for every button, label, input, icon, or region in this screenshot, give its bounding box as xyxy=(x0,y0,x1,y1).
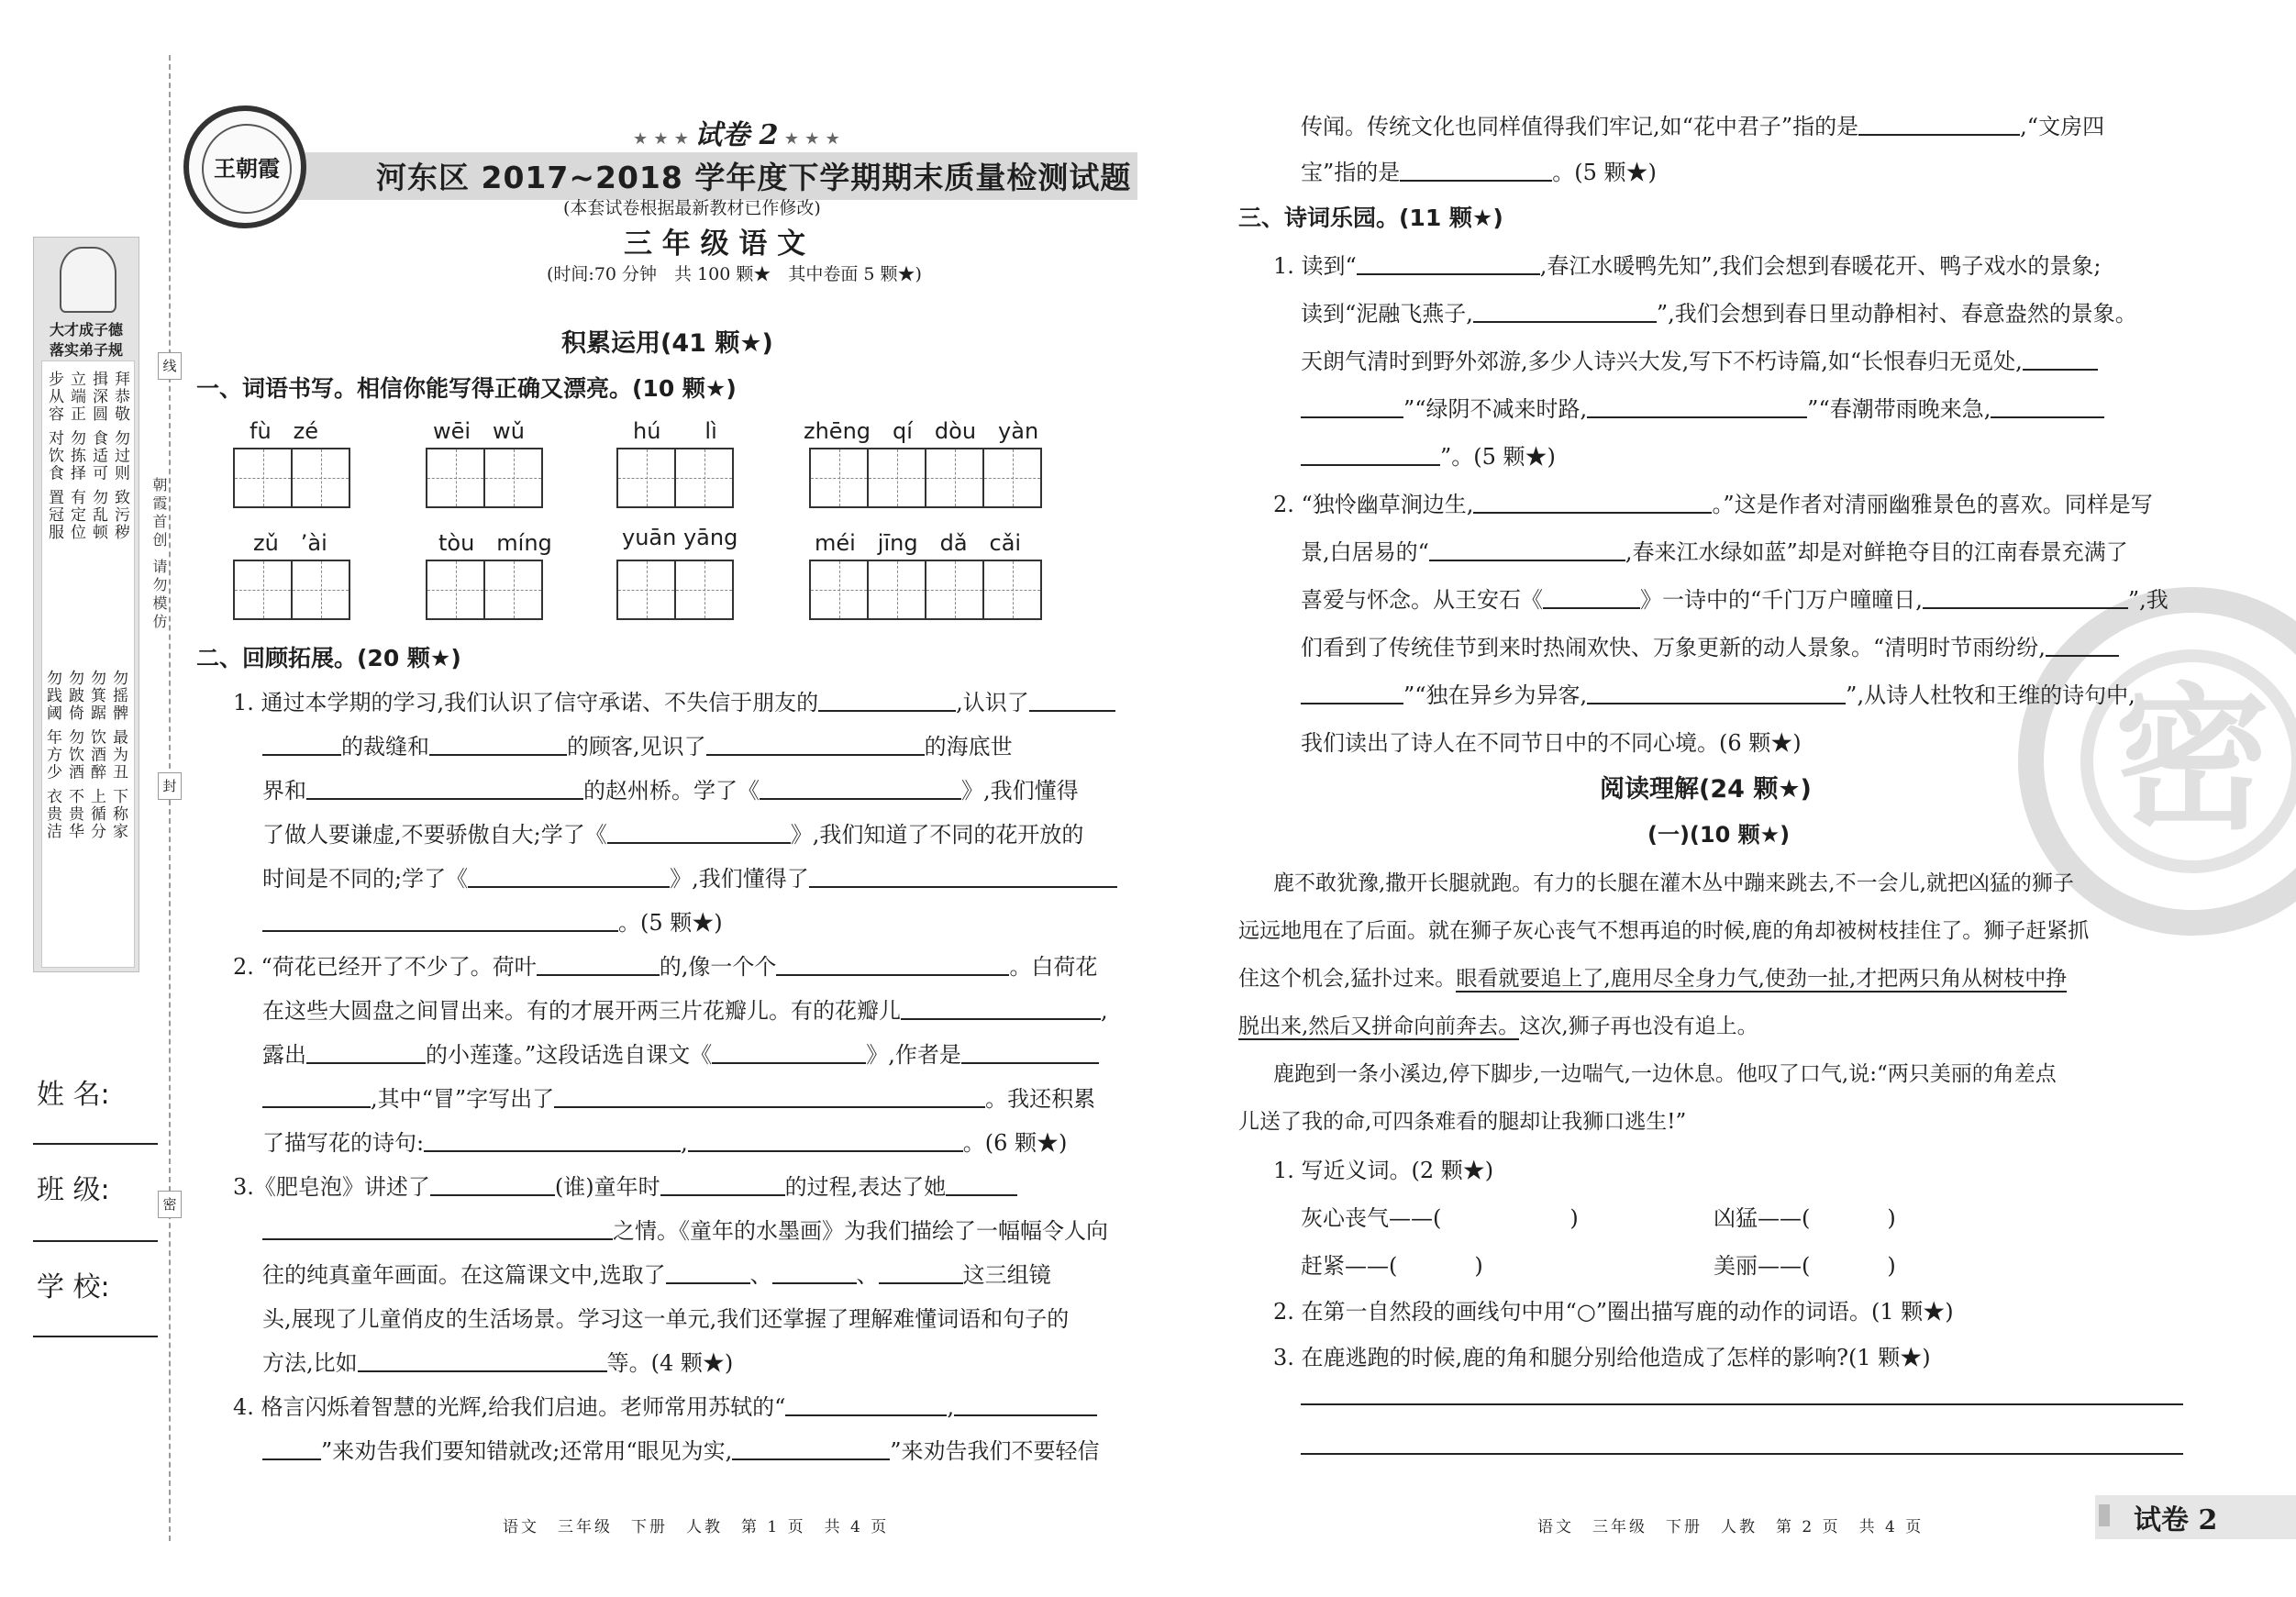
time-info: (时间:70 分钟 共 100 颗★ 其中卷面 5 颗★) xyxy=(547,264,922,284)
q4-line-1: 4. 格言闪烁着智慧的光辉,给我们启迪。老师常用苏轼的“ , xyxy=(233,1389,1097,1421)
pinyin-5: zǔ ’ài xyxy=(253,530,327,556)
blank[interactable] xyxy=(1587,396,1807,418)
blank[interactable] xyxy=(818,690,956,712)
blank[interactable] xyxy=(2046,635,2119,657)
rule-column: 勿摇髀 最为丑 下称家 xyxy=(109,670,128,840)
section-1-title: 一、词语书写。相信你能写得正确又漂亮。(10 颗★) xyxy=(196,375,737,402)
blank[interactable] xyxy=(430,1174,555,1196)
blank[interactable] xyxy=(1991,396,2104,418)
rule-column: 勿跛倚 勿饮酒 不贵华 xyxy=(65,670,83,840)
publisher-logo xyxy=(183,105,306,228)
star-decor-icon: ★ ★ ★ xyxy=(633,129,695,149)
writing-grid-1[interactable] xyxy=(233,448,350,508)
reading-q1: 1. 写近义词。(2 颗★) xyxy=(1273,1158,1494,1183)
rule-column: 立端正 勿拣择 有定位 xyxy=(67,371,85,541)
rules-box-lower xyxy=(40,670,130,963)
q2-line-3: 露出 的小莲蓬。”这段话选自课文《 》,作者是 xyxy=(262,1037,1099,1069)
reading-q2: 2. 在第一自然段的画线句中用“○”圈出描写鹿的动作的词语。(1 颗★) xyxy=(1273,1299,1954,1325)
blank[interactable] xyxy=(946,1174,1017,1196)
blank[interactable] xyxy=(554,1086,985,1108)
reading-q3: 3. 在鹿逃跑的时候,鹿的角和腿分别给他造成了怎样的影响?(1 颗★) xyxy=(1273,1345,1931,1370)
school-label: 学 校: xyxy=(37,1271,110,1303)
cont-line-1: 传闻。传统文化也同样值得我们牢记,如“花中君子”指的是 ,“文房四 xyxy=(1301,114,2105,139)
pinyin-1: fù zé xyxy=(250,418,319,444)
revision-note: (本套试卷根据最新教材已作修改) xyxy=(563,198,821,218)
blank[interactable] xyxy=(1543,587,1640,609)
blank[interactable] xyxy=(262,1218,613,1240)
p1-line-1: 1. 读到“ ,春江水暖鸭先知”,我们会想到春暖花开、鸭子戏水的景象; xyxy=(1273,253,2102,279)
p2-line-4: 们看到了传统佳节到来时热闹欢快、万象更新的动人景象。“清明时节雨纷纷, xyxy=(1301,629,2119,661)
blank[interactable] xyxy=(660,1174,785,1196)
blank[interactable] xyxy=(429,734,567,756)
blank[interactable] xyxy=(809,866,1117,888)
q3-line-2: 之情。《童年的水墨画》为我们描绘了一幅幅令人向 xyxy=(262,1213,1108,1245)
passage-line-6: 儿送了我的命,可四条难看的腿却让我狮口逃生!” xyxy=(1238,1110,1687,1134)
writing-grid-5[interactable] xyxy=(233,560,350,620)
rule-column: 揖深圆 食适可 勿乱顿 xyxy=(89,371,107,541)
blank[interactable] xyxy=(688,1130,963,1152)
page-1-footer: 语文 三年级 下册 人教 第 1 页 共 4 页 xyxy=(503,1518,890,1536)
blank[interactable] xyxy=(2023,349,2098,371)
synonym-4[interactable]: 美丽——( ) xyxy=(1714,1253,1896,1279)
pinyin-3: hú lì xyxy=(633,418,717,444)
answer-line-1[interactable] xyxy=(1301,1403,2183,1405)
blank[interactable] xyxy=(760,778,961,800)
synonym-2[interactable]: 凶猛——( ) xyxy=(1714,1205,1896,1231)
pinyin-7: yuān yāng xyxy=(622,525,738,550)
blank[interactable] xyxy=(1400,160,1552,182)
cont-line-2: 宝”指的是 。(5 颗★) xyxy=(1301,160,1657,185)
blank[interactable] xyxy=(262,1438,321,1460)
blank[interactable] xyxy=(1429,539,1625,561)
blank[interactable] xyxy=(1473,492,1712,514)
q2-line-5: 了描写花的诗句: , 。(6 颗★) xyxy=(262,1130,1068,1156)
blank[interactable] xyxy=(712,1042,866,1064)
blank[interactable] xyxy=(1923,587,2128,609)
blank[interactable] xyxy=(358,1350,607,1372)
rule-column: 步从容 对饮食 置冠服 xyxy=(45,371,63,541)
seal-watermark-icon: 密 xyxy=(2018,587,2296,936)
passage-line-4: 脱出来,然后又拼命向前奔去。这次,狮子再也没有追上。 xyxy=(1238,1015,1758,1038)
p1-line-2: 读到“泥融飞燕子, ”,我们会想到春日里动静相衬、春意盎然的景象。 xyxy=(1301,301,2137,327)
blank[interactable] xyxy=(954,1394,1097,1416)
blank[interactable] xyxy=(1301,396,1403,418)
rule-column: 勿箕踞 饮酒醉 上循分 xyxy=(87,670,105,840)
blank[interactable] xyxy=(1029,690,1115,712)
blank[interactable] xyxy=(879,1262,963,1284)
passage-line-5: 鹿跑到一条小溪边,停下脚步,一边喘气,一边休息。他叹了口气,说:“两只美丽的角差点 xyxy=(1273,1062,2057,1086)
rule-column: 拜恭敬 勿过则 致污秽 xyxy=(111,371,129,541)
corner-decor-icon xyxy=(2099,1504,2121,1526)
q3-line-3: 往的纯真童年画面。在这篇课文中,选取了 、 、 这三组镜 xyxy=(262,1262,1051,1288)
pinyin-8: méi jīng dǎ cǎi xyxy=(815,530,1022,556)
p2-line-6: 我们读出了诗人在不同节日中的不同心境。(6 颗★) xyxy=(1301,730,1802,756)
paper-number: ★ ★ ★ 试卷 2 ★ ★ ★ xyxy=(633,119,840,151)
name-field[interactable] xyxy=(33,1143,158,1145)
blank[interactable] xyxy=(1473,301,1657,323)
synonym-1[interactable]: 灰心丧气——( ) xyxy=(1301,1205,1579,1231)
fold-mark-secret: 密 xyxy=(158,1191,182,1218)
blank[interactable] xyxy=(306,778,583,800)
subject-title: 三 年 级 语 文 xyxy=(624,227,806,261)
p2-line-3: 喜爱与怀念。从王安石《 》一诗中的“千门万户曈曈日, ”,我 xyxy=(1301,587,2168,613)
q1-line-2: 的裁缝和 的顾客,见识了 的海底世 xyxy=(262,728,1013,760)
passage-line-1: 鹿不敢犹豫,撒开长腿就跑。有力的长腿在灌木丛中蹦来跳去,不一会儿,就把凶猛的狮子 xyxy=(1273,871,2074,895)
p1-line-3: 天朗气清时到野外郊游,多少人诗兴大发,写下不朽诗篇,如“长恨春归无觅处, xyxy=(1301,343,2098,375)
blank[interactable] xyxy=(262,910,618,932)
q2-line-1: 2. “荷花已经开了不少了。荷叶 的,像一个个 。白荷花 xyxy=(233,954,1098,980)
q3-line-1: 3.《肥皂泡》讲述了 (谁)童年时 的过程,表达了她 xyxy=(233,1169,1017,1201)
motto-line-2: 落实弟子规 xyxy=(49,341,123,359)
writing-grid-3[interactable] xyxy=(616,448,734,508)
fold-mark-line: 线 xyxy=(158,352,182,380)
school-field[interactable] xyxy=(33,1336,158,1337)
q1-line-1: 1. 通过本学期的学习,我们认识了信守承诺、不失信于朋友的 ,认识了 xyxy=(233,684,1115,716)
pinyin-4: zhēng qí dòu yàn xyxy=(804,418,1039,444)
writing-grid-6[interactable] xyxy=(426,560,543,620)
writing-grid-7[interactable] xyxy=(616,560,734,620)
blank[interactable] xyxy=(1301,682,1403,704)
underlined-sentence: 脱出来,然后又拼命向前奔去。 xyxy=(1238,1015,1520,1038)
blank[interactable] xyxy=(537,954,660,976)
part-title-accumulation: 积累运用(41 颗★) xyxy=(561,329,773,358)
underlined-sentence: 眼看就要追上了,鹿用尽全身力气,使劲一扯,才把两只角从树枝中挣 xyxy=(1456,967,2068,991)
p1-line-5: ”。(5 颗★) xyxy=(1301,438,1556,471)
blank[interactable] xyxy=(1858,114,2020,136)
blank[interactable] xyxy=(424,1130,681,1152)
q3-line-5: 方法,比如 等。(4 颗★) xyxy=(262,1350,734,1376)
scholar-figure-icon xyxy=(60,247,116,313)
vertical-copyright-note: 朝霞首创 请勿模仿 xyxy=(150,477,168,633)
blank[interactable] xyxy=(607,822,791,844)
blank[interactable] xyxy=(776,954,1009,976)
p2-line-2: 景,白居易的“ ,春来江水绿如蓝”却是对鲜艳夺目的江南春景充满了 xyxy=(1301,539,2128,565)
part-title-reading: 阅读理解(24 颗★) xyxy=(1600,775,1812,804)
blank[interactable] xyxy=(262,734,341,756)
blank[interactable] xyxy=(772,1262,857,1284)
q3-line-4: 头,展现了儿童俏皮的生活场景。学习这一单元,我们还掌握了理解难懂词语和句子的 xyxy=(262,1306,1070,1332)
reading-subtitle: (一)(10 颗★) xyxy=(1647,822,1791,848)
star-decor-icon: ★ ★ ★ xyxy=(778,129,840,149)
rule-column: 勿践阈 年方少 衣贵洁 xyxy=(43,670,61,840)
p1-line-4: ”“绿阴不减来时路, ”“春潮带雨晚来急, xyxy=(1301,391,2104,423)
passage-line-2: 远远地甩在了后面。就在狮子灰心丧气不想再追的时候,鹿的角却被树枝挂住了。狮子赶紧抓 xyxy=(1238,919,2090,943)
p2-line-5: ”“独在异乡为异客, ”,从诗人杜牧和王维的诗句中, xyxy=(1301,677,2135,709)
q2-line-2: 在这些大圆盘之间冒出来。有的才展开两三片花瓣儿。有的花瓣儿 , xyxy=(262,998,1108,1024)
section-3-title: 三、诗词乐园。(11 颗★) xyxy=(1238,205,1503,231)
writing-grid-8[interactable] xyxy=(809,560,1042,620)
blank[interactable] xyxy=(732,1438,890,1460)
passage-line-3: 住这个机会,猛扑过来。眼看就要追上了,鹿用尽全身力气,使劲一扯,才把两只角从树枝中挣 xyxy=(1238,967,2068,991)
blank[interactable] xyxy=(468,866,670,888)
q1-line-5: 时间是不同的;学了《 》,我们懂得了 xyxy=(262,860,1117,893)
class-label: 班 级: xyxy=(37,1174,110,1206)
class-field[interactable] xyxy=(33,1240,158,1242)
blank[interactable] xyxy=(961,1042,1099,1064)
q4-line-2: ”来劝告我们要知错就改;还常用“眼见为实, ”来劝告我们不要轻信 xyxy=(262,1433,1100,1465)
blank[interactable] xyxy=(785,1394,947,1416)
corner-paper-tag: 试卷 2 xyxy=(2134,1504,2218,1536)
page-2-footer: 语文 三年级 下册 人教 第 2 页 共 4 页 xyxy=(1537,1518,1924,1536)
blank[interactable] xyxy=(666,1262,750,1284)
q1-line-3: 界和 的赵州桥。学了《 》,我们懂得 xyxy=(262,778,1079,804)
answer-line-2[interactable] xyxy=(1301,1453,2183,1455)
p2-line-1: 2. “独怜幽草涧边生, 。”这是作者对清丽幽雅景色的喜欢。同样是写 xyxy=(1273,492,2153,517)
blank[interactable] xyxy=(1357,253,1540,275)
exam-title: 河东区 2017~2018 学年度下学期期末质量检测试题 xyxy=(376,160,1132,195)
q1-line-4: 了做人要谦虚,不要骄傲自大;学了《 》,我们知道了不同的花开放的 xyxy=(262,822,1084,848)
blank[interactable] xyxy=(306,1042,426,1064)
motto-line-1: 大才成子德 xyxy=(49,321,123,338)
q2-line-4: ,其中“冒”字写出了 。我还积累 xyxy=(262,1081,1095,1113)
synonym-3[interactable]: 赶紧——( ) xyxy=(1301,1253,1483,1279)
writing-grid-2[interactable] xyxy=(426,448,543,508)
section-2-title: 二、回顾拓展。(20 颗★) xyxy=(196,645,461,671)
fold-mark-seal: 封 xyxy=(158,772,182,800)
blank[interactable] xyxy=(901,998,1101,1020)
q1-line-6: 。(5 颗★) xyxy=(262,904,723,937)
blank[interactable] xyxy=(1301,444,1440,466)
blank[interactable] xyxy=(706,734,925,756)
blank[interactable] xyxy=(262,1086,371,1108)
writing-grid-4[interactable] xyxy=(809,448,1042,508)
logo-text: 王朝霞 xyxy=(202,124,292,214)
blank[interactable] xyxy=(1587,682,1846,704)
name-label: 姓 名: xyxy=(37,1079,110,1111)
pinyin-2: wēi wǔ xyxy=(433,418,525,444)
pinyin-6: tòu míng xyxy=(438,530,552,556)
